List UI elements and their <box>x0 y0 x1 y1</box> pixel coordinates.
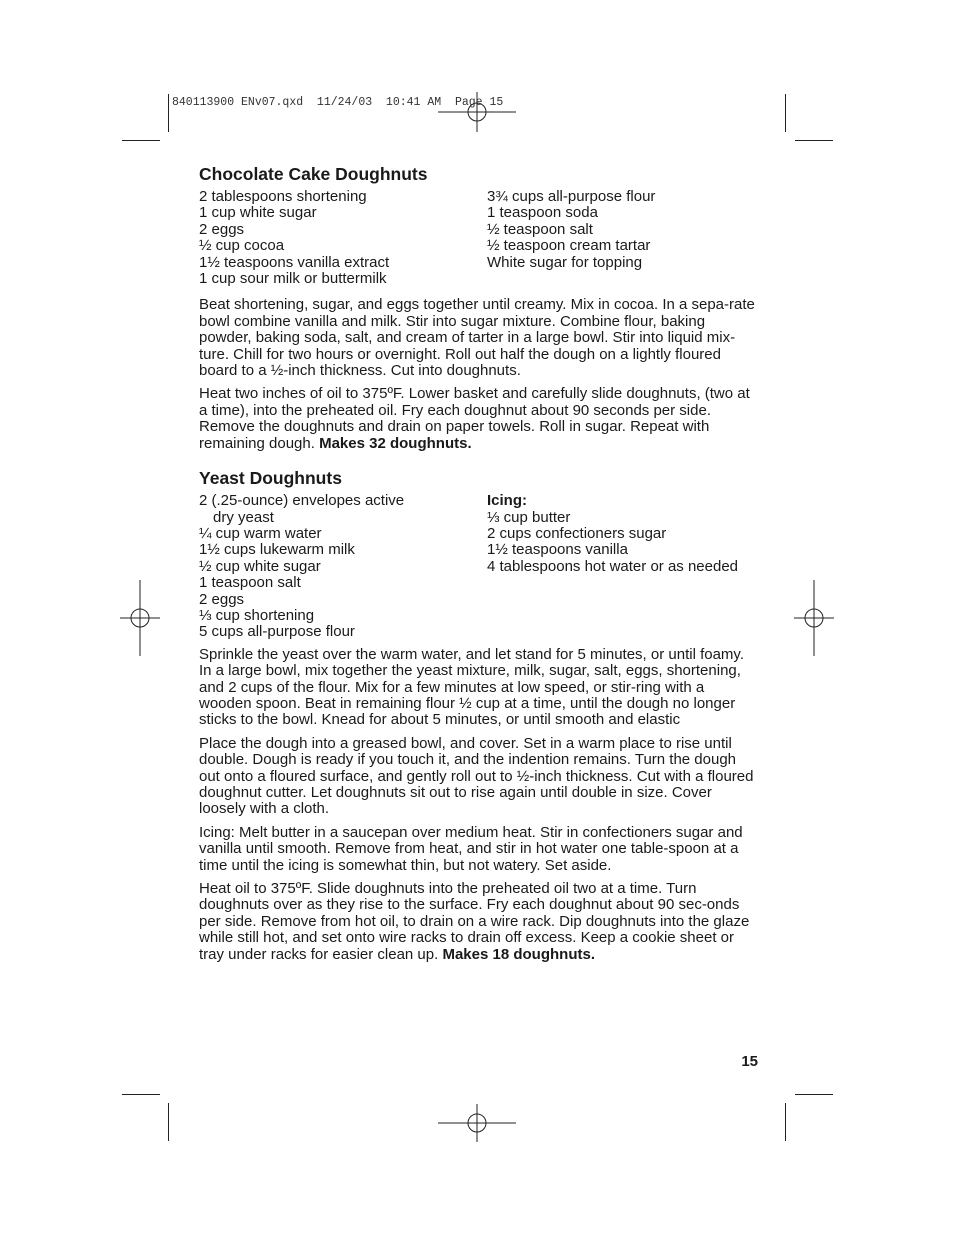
recipe-title: Yeast Doughnuts <box>199 468 342 489</box>
icing-ingredients <box>487 493 759 641</box>
ingredient-item: 2 cups confectioners sugar <box>487 524 667 542</box>
yield-text: Makes 32 doughnuts. <box>319 434 472 452</box>
ingredients-columns <box>199 189 759 287</box>
crop-mark-top-right-h <box>795 140 833 141</box>
ingredient-item: 1 teaspoon salt <box>199 574 301 592</box>
ingredient-list <box>487 510 759 576</box>
ingredient-item: 2 (.25-ounce) envelopes active <box>199 492 405 510</box>
ingredient-item: ½ teaspoon cream tartar <box>487 237 651 255</box>
instructions-paragraph: Place the dough into a greased bowl, and cover. Set in a warm place to rise until double. Dough is ready if you touch it, and the indention remains. Turn the dough out onto a floured surface, and gently roll out to ½-inch thickness. Cut with a floured doughnut cutter. Let doughnuts sit out to rise again until double in size. Cover loosely with a cloth. <box>199 734 754 818</box>
ingredient-item-continued: dry yeast <box>213 508 274 526</box>
ingredients-left <box>199 493 487 641</box>
ingredient-item: ½ cup cocoa <box>199 237 285 255</box>
crop-mark-bottom-right-v <box>785 1103 786 1141</box>
ingredient-item: 2 tablespoons shortening <box>199 188 367 205</box>
ingredients-left <box>199 189 487 287</box>
instructions-text: Heat two inches of oil to 375ºF. Lower basket and carefully slide doughnuts, (two at a time), into the preheated oil. Fry each doughnut about 90 seconds per side. Remove the doughnuts and drain on paper towels. Roll in sugar. Repeat with remaining dough. <box>199 385 750 452</box>
instructions-paragraph: Icing: Melt butter in a saucepan over medium heat. Stir in confectioners sugar and vanilla until smooth. Remove from heat, and stir in hot water one table-spoon at a time until the icing is somewhat thin, but not watery. Set aside. <box>199 823 743 874</box>
recipe-chocolate-cake-doughnuts <box>199 164 759 452</box>
ingredient-item: 3¾ cups all-purpose flour <box>487 188 656 205</box>
ingredient-item: 1½ teaspoons vanilla <box>487 541 628 559</box>
ingredient-item: ⅓ cup butter <box>487 508 571 526</box>
ingredient-item: 2 eggs <box>199 590 245 608</box>
instructions-paragraph <box>199 881 759 963</box>
print-slug: 840113900 ENv07.qxd 11/24/03 10:41 AM Page 15 <box>172 96 504 109</box>
instructions-text: Heat oil to 375ºF. Slide doughnuts into the preheated oil two at a time. Turn doughnuts over as they rise to the surface. Fry each doughnut about 90 sec-onds per side. Remove from hot oil, to drain on a wire rack. Dip doughnuts into the glaze while still hot, and set onto wire racks to drain off excess. Keep a cookie sheet or tray under racks for easier clean up. <box>199 880 750 963</box>
crop-mark-top-left-v <box>168 94 169 132</box>
crop-mark-top-left-h <box>122 140 160 141</box>
ingredient-item: ⅓ cup shortening <box>199 606 315 624</box>
registration-mark-left-icon <box>120 580 160 656</box>
ingredient-item: ¼ cup warm water <box>199 524 322 542</box>
registration-mark-top-icon <box>438 92 516 132</box>
ingredients-right <box>487 189 759 287</box>
page-number: 15 <box>741 1053 758 1070</box>
ingredient-item: 1½ cups lukewarm milk <box>199 541 355 559</box>
ingredient-item: ½ teaspoon salt <box>487 220 593 238</box>
recipe-title: Chocolate Cake Doughnuts <box>199 164 428 184</box>
ingredient-item: ½ cup white sugar <box>199 557 321 575</box>
ingredient-list <box>199 526 487 641</box>
ingredient-item: 2 eggs <box>199 220 245 238</box>
crop-mark-bottom-right-h <box>795 1094 833 1095</box>
ingredient-item: 1 cup sour milk or buttermilk <box>199 270 387 288</box>
crop-mark-top-right-v <box>785 94 786 132</box>
ingredients-columns <box>199 493 759 641</box>
ingredient-item: 5 cups all-purpose flour <box>199 623 355 641</box>
ingredient-item: 1½ teaspoons vanilla extract <box>199 253 390 271</box>
crop-mark-bottom-left-v <box>168 1103 169 1141</box>
registration-mark-right-icon <box>794 580 834 656</box>
page-content <box>199 164 759 970</box>
instructions-paragraph <box>199 386 759 452</box>
recipe-yeast-doughnuts <box>199 468 759 963</box>
ingredient-item: White sugar for topping <box>487 253 643 271</box>
instructions-paragraph: Sprinkle the yeast over the warm water, and let stand for 5 minutes, or until foamy. In a large bowl, mix together the yeast mixture, milk, sugar, salt, eggs, shortening, and 2 cups of the flour. Mix for a few minutes at low speed, or stir-ring with a wooden spoon. Beat in remaining flour ½ cup at a time, until the dough no longer sticks to the bowl. Knead for about 5 minutes, or until smooth and elastic <box>199 645 744 729</box>
yield-text: Makes 18 doughnuts. <box>442 945 595 963</box>
ingredient-item: 1 cup white sugar <box>199 204 317 222</box>
crop-mark-bottom-left-h <box>122 1094 160 1095</box>
instructions-paragraph: Beat shortening, sugar, and eggs together until creamy. Mix in cocoa. In a sepa-rate bowl combine vanilla and milk. Stir into sugar mixture. Combine flour, baking powder, baking soda, salt, and cream of tarter in a large bowl. Stir into liquid mix-ture. Chill for two hours or overnight. Roll out half the dough on a lightly floured board to a ½-inch thickness. Cut into doughnuts. <box>199 296 755 380</box>
registration-mark-bottom-icon <box>438 1104 516 1142</box>
ingredient-item: 1 teaspoon soda <box>487 204 598 222</box>
ingredient-item: 4 tablespoons hot water or as needed <box>487 557 739 575</box>
icing-heading: Icing: <box>487 492 527 510</box>
